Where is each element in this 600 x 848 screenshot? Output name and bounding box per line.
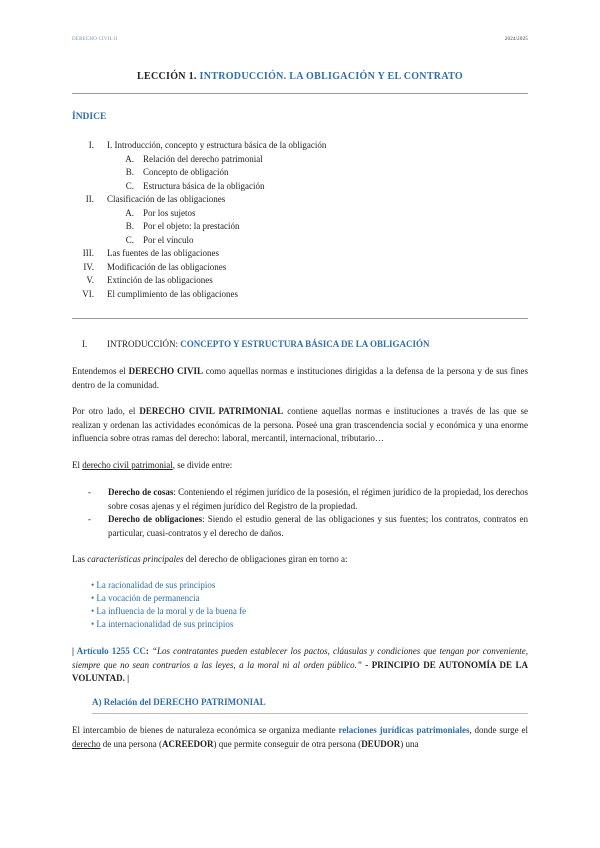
article-label: Artículo 1255 CC <box>76 646 146 656</box>
section-num: I. <box>82 339 88 349</box>
bullet-term: Derecho de cosas <box>108 487 174 497</box>
paragraph-division: El derecho civil patrimonial, se divide entre: <box>72 460 233 470</box>
toc-num: III. <box>82 248 94 258</box>
list-item: • La internacionalidad de sus principios <box>91 619 234 629</box>
paragraph-intercambio: El intercambio de bienes de naturaleza económica se organiza mediante relaciones jurídicas patrimoniales, donde surge el derecho de una persona (ACREEDOR) que permite conseguir de otra persona (DEUDOR) una <box>72 725 528 749</box>
toc-label: Por el vínculo <box>143 234 194 245</box>
title-prefix: LECCIÓN 1 <box>137 71 194 82</box>
bullet-term: Derecho de obligaciones <box>108 514 203 524</box>
toc-num: II. <box>85 194 94 204</box>
term-relaciones: relaciones jurídicas patrimoniales <box>338 725 470 735</box>
article-quote: | Artículo 1255 CC: “Los contratantes pueden establecer los pactos, cláusulas y condiciones que tengan por conveniente, siempre que no sean contrarios a las leyes, a la moral ni al orden público.” - PRINCIPIO DE AUTONOMÍA DE LA VOLUNTAD. | <box>72 646 528 683</box>
toc-num: IV. <box>83 261 94 272</box>
toc-divider <box>72 318 528 319</box>
bullet-dash: - <box>88 487 91 497</box>
toc-label: Modificación de las obligaciones <box>107 261 227 272</box>
toc-label: Extinción de las obligaciones <box>107 275 213 285</box>
subsection-divider <box>92 713 528 714</box>
toc-num: C. <box>125 180 134 191</box>
toc-label: Concepto de obligación <box>143 167 229 177</box>
bullet-dash: - <box>88 514 91 524</box>
toc-num: I. <box>88 140 94 150</box>
title-divider <box>72 93 528 94</box>
principle-name: PRINCIPIO DE AUTONOMÍA DE LA VOLUNTAD <box>72 659 528 683</box>
list-item: • La influencia de la moral y de la buena fe <box>91 606 247 616</box>
list-item: • La vocación de permanencia <box>91 593 200 603</box>
term-deudor: DEUDOR <box>361 738 401 749</box>
toc-label: Clasificación de las obligaciones <box>107 194 226 204</box>
term-underlined: derecho civil patrimonial <box>82 460 173 470</box>
term-derecho-civil-patrimonial: DERECHO CIVIL PATRIMONIAL <box>139 406 284 416</box>
toc-num: VI. <box>82 288 94 299</box>
toc-num: C. <box>125 234 134 245</box>
paragraph-derecho-patrimonial: Por otro lado, el DERECHO CIVIL PATRIMONIAL contiene aquellas normas e instituciones a través de las que se realizan y ordenan las actividades económicas de la persona. Poseé una gran trascendencia social y económica y una enorme influencia sobre otras ramas del derecho: laboral, mercantil, internacional, tributario… <box>72 406 528 443</box>
page-title <box>72 71 528 82</box>
toc-label: El cumplimiento de las obligaciones <box>107 288 238 299</box>
toc-label: Por los sujetos <box>143 207 196 218</box>
section-title <box>107 339 429 349</box>
toc-num: V. <box>86 275 94 285</box>
header-year: 2024/2025 <box>504 37 528 42</box>
title-sep: . <box>193 71 200 82</box>
toc-label: Por el objeto: la prestación <box>143 221 240 231</box>
list-item: - Derecho de cosas: Conteniendo el régimen jurídico de la posesión, el régimen jurídico de la propiedad, los derechos sobre cosas ajenas y el régimen jurídico del Registro de la propiedad. <box>88 487 528 511</box>
article-text: “Los contratantes pueden establecer los pactos, cláusulas y condiciones que tengan por conveniente, siempre que no sean contrarios a las leyes, a la moral ni al orden público.” <box>72 646 528 670</box>
toc-num: B. <box>125 167 134 177</box>
header-course: DERECHO CIVIL II <box>72 37 118 42</box>
term-acreedor: ACREEDOR <box>161 738 214 749</box>
list-item: • La racionalidad de sus principios <box>91 580 216 590</box>
toc-label: I. Introducción, concepto y estructura básica de la obligación <box>107 140 327 150</box>
term-derecho-civil: DERECHO CIVIL <box>128 366 203 376</box>
list-item: - Derecho de obligaciones: Siendo el estudio general de las obligaciones y sus fuentes; los contratos, contratos en particular, cuasi-contratos y el derecho de daños. <box>88 514 528 538</box>
indice-heading: ÍNDICE <box>72 112 107 122</box>
subsection-heading: A) Relación del DERECHO PATRIMONIAL <box>92 697 266 707</box>
title-blue: INTRODUCCIÓN. LA OBLIGACIÓN Y EL CONTRATO <box>199 71 463 82</box>
section-blue-title: CONCEPTO Y ESTRUCTURA BÁSICA DE LA OBLIGACIÓN <box>180 339 430 349</box>
toc-num: A. <box>125 207 134 218</box>
paragraph-derecho-civil: Entendemos el DERECHO CIVIL como aquellas normas e instituciones dirigidas a la defensa de la persona y de sus fines dentro de la comunidad. <box>72 366 528 390</box>
term-derecho: derecho <box>72 738 101 749</box>
toc-label: Relación del derecho patrimonial <box>143 153 263 164</box>
toc-label: Estructura básica de la obligación <box>143 180 265 191</box>
paragraph-caracteristicas: Las características principales del derecho de obligaciones giran en torno a: <box>72 554 348 564</box>
toc-label: Las fuentes de las obligaciones <box>107 248 219 258</box>
section-label: INTRODUCCIÓN: <box>107 339 178 349</box>
term-italic: características principales <box>87 554 184 564</box>
toc-num: B. <box>125 221 134 231</box>
toc-num: A. <box>125 153 134 164</box>
